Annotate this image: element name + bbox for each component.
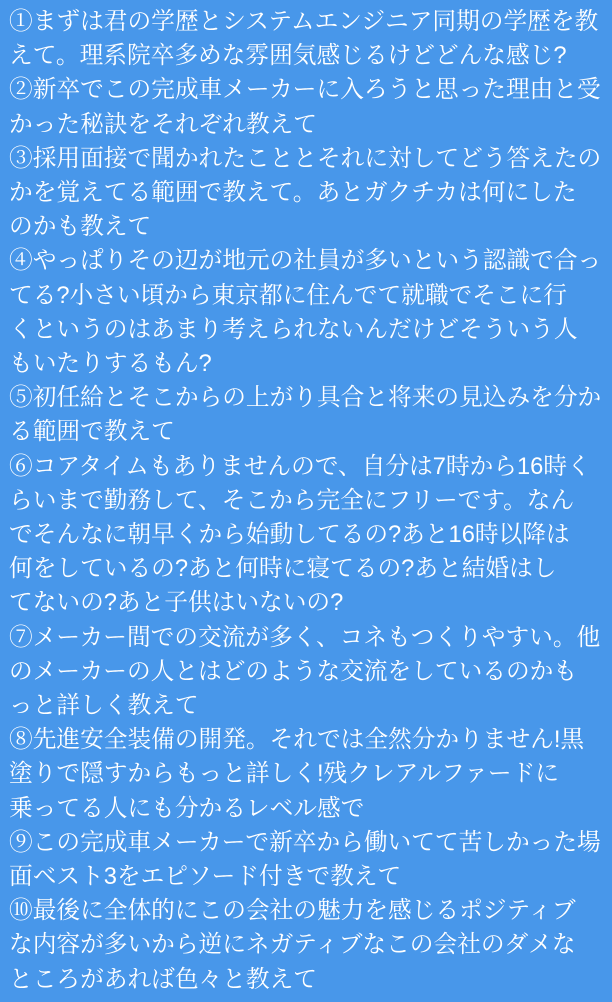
message-line: ⑧先進安全装備の開発。それでは全然分かりません!黒 <box>9 727 585 754</box>
message-line: てないの?あと子供はいないの? <box>9 590 344 617</box>
message-line: でそんなに朝早くから始動してるの?あと16時以降は <box>9 522 570 549</box>
message-line: かった秘訣をそれぞれ教えて <box>9 111 317 138</box>
message-line: 乗ってる人にも分かるレベル感で <box>9 795 365 822</box>
message-line: ⑥コアタイムもありませんので、自分は7時から16時く <box>9 453 591 480</box>
message-line: ③採用面接で聞かれたこととそれに対してどう答えたの <box>9 145 602 172</box>
message-line: ④やっぱりその辺が地元の社員が多いという認識で合っ <box>9 248 602 275</box>
message-line: っと詳しく教えて <box>9 693 199 720</box>
message-line: ⑦メーカー間での交流が多く、コネもつくりやすい。他 <box>9 624 601 651</box>
message-line: のメーカーの人とはどのような交流をしているのかも <box>9 658 578 685</box>
message-line: る範囲で教えて <box>9 419 175 446</box>
message-line: ②新卒でこの完成車メーカーに入ろうと思った理由と受 <box>9 77 601 104</box>
message-line: ⑤初任給とそこからの上がり具合と将来の見込みを分か <box>9 385 602 412</box>
message-line: 塗りで隠すからもっと詳しく!残クレアルファードに <box>9 761 559 788</box>
message-line: えて。理系院卒多めな雰囲気感じるけどどんな感じ? <box>9 43 567 70</box>
message-line: ところがあれば色々と教えて <box>9 966 317 993</box>
message-line: くというのはあまり考えられないんだけどそういう人 <box>9 316 578 343</box>
message-line: 何をしているの?あと何時に寝てるの?あと結婚はし <box>9 556 557 583</box>
message-line: もいたりするもん? <box>9 351 212 378</box>
message-line: かを覚えてる範囲で教えて。あとガクチカは何にした <box>9 180 577 207</box>
message-line: ⑨この完成車メーカーで新卒から働いてて苦しかった場 <box>9 829 601 856</box>
message-line: ⑩最後に全体的にこの会社の魅力を感じるポジティブ <box>9 898 576 925</box>
message-line: ①まずは君の学歴とシステムエンジニア同期の学歴を教 <box>9 9 599 35</box>
message-line: てる?小さい頃から東京都に住んでて就職でそこに行 <box>9 282 567 309</box>
message-line: のかも教えて <box>9 214 152 241</box>
message-text <box>9 5 603 997</box>
message-line: な内容が多いから逆にネガティブなこの会社のダメな <box>9 932 576 959</box>
message-line: らいまで勤務して、そこから完全にフリーです。なん <box>9 487 575 514</box>
message-line: 面ベスト3をエピソード付きで教えて <box>9 864 402 891</box>
